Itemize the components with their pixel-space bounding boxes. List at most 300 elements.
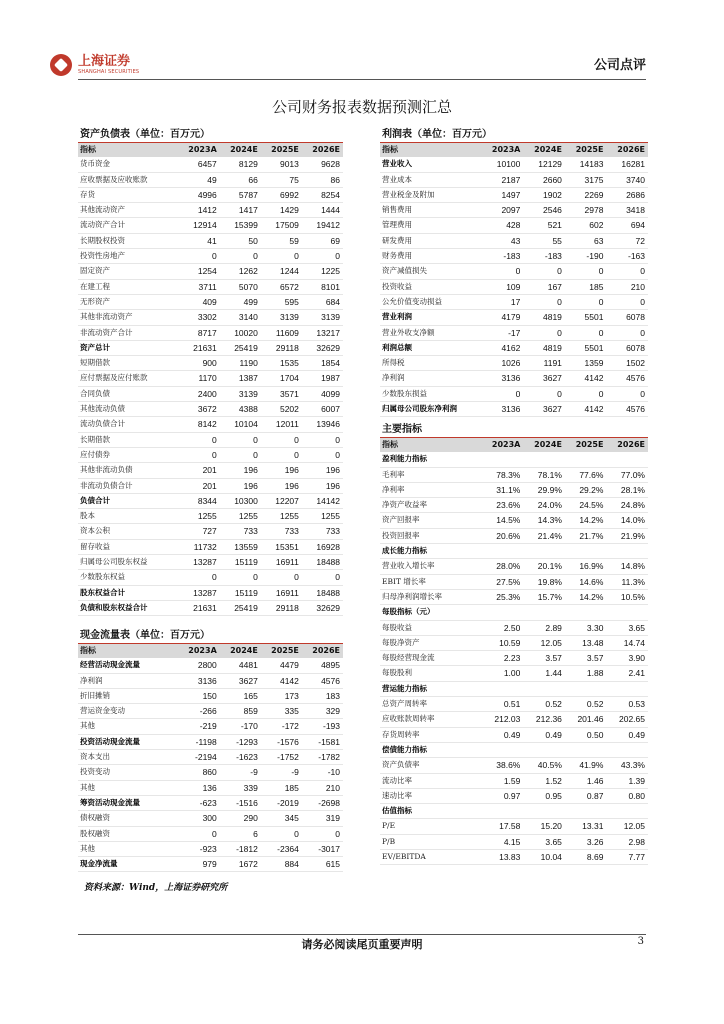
cell-value: 1244 <box>261 264 302 279</box>
table-row <box>380 589 648 604</box>
row-label: 公允价值变动损益 <box>380 294 482 309</box>
cell-value: 18488 <box>302 555 343 570</box>
cell-value: 8129 <box>220 157 261 172</box>
cell-value: 78.3% <box>482 467 524 482</box>
cell-value: 0 <box>482 386 524 401</box>
cell-value: 0 <box>261 826 302 841</box>
cell-value <box>565 681 607 696</box>
cell-value: 12.05 <box>606 819 648 834</box>
cell-value: 8101 <box>302 279 343 294</box>
cell-value: -2194 <box>179 750 220 765</box>
cell-value: 43 <box>482 233 524 248</box>
cell-value: 10100 <box>482 157 524 172</box>
cell-value: -172 <box>261 719 302 734</box>
cell-value: 11609 <box>261 325 302 340</box>
cell-value: 14.0% <box>606 513 648 528</box>
cell-value: -9 <box>261 765 302 780</box>
row-label: 短期借款 <box>78 356 179 371</box>
cell-value: 3711 <box>179 279 220 294</box>
row-label: 净利润 <box>380 371 482 386</box>
cell-value: 1170 <box>179 371 220 386</box>
cell-value: -266 <box>179 704 220 719</box>
cell-value: 3136 <box>482 371 524 386</box>
balance-sheet-table <box>78 143 343 616</box>
cell-value: 196 <box>302 478 343 493</box>
row-label: 资本公积 <box>78 524 179 539</box>
cell-value <box>482 605 524 620</box>
table-row <box>380 218 648 233</box>
cell-value: -623 <box>179 795 220 810</box>
cell-value: 4576 <box>606 371 648 386</box>
table-row <box>78 417 343 432</box>
table-row <box>380 773 648 788</box>
cell-value: 3.90 <box>606 651 648 666</box>
cell-value: 339 <box>220 780 261 795</box>
cell-value: -1516 <box>220 795 261 810</box>
cell-value: 21.7% <box>565 528 607 543</box>
row-label: 存货 <box>78 187 179 202</box>
table-row <box>380 697 648 712</box>
cell-value: 4895 <box>302 658 343 673</box>
table-row <box>380 386 648 401</box>
cell-value: 0 <box>179 826 220 841</box>
cell-value: 3302 <box>179 310 220 325</box>
cell-value: 4819 <box>523 310 565 325</box>
cell-value: 0 <box>179 249 220 264</box>
cell-value: 4142 <box>261 673 302 688</box>
cell-value: 3571 <box>261 386 302 401</box>
cell-value: 5501 <box>565 310 607 325</box>
cell-value: 1026 <box>482 356 524 371</box>
cell-value: 14.2% <box>565 589 607 604</box>
cell-value: 615 <box>302 857 343 872</box>
table-row <box>380 651 648 666</box>
cell-value: 329 <box>302 704 343 719</box>
cell-value: 29118 <box>261 600 302 615</box>
cell-value: 6457 <box>179 157 220 172</box>
cell-value: 1255 <box>261 509 302 524</box>
cell-value: 14.2% <box>565 513 607 528</box>
cell-value: 7.77 <box>606 850 648 865</box>
cell-value: 4481 <box>220 658 261 673</box>
cell-value: 8344 <box>179 493 220 508</box>
row-label: 应付票据及应付账款 <box>78 371 179 386</box>
table-row <box>78 340 343 355</box>
cell-value <box>565 544 607 559</box>
cell-value <box>523 605 565 620</box>
table-row <box>380 467 648 482</box>
cell-value: 24.5% <box>565 498 607 513</box>
income-statement-table <box>380 143 648 417</box>
row-label: 投资收益 <box>380 279 482 294</box>
cell-value: 14.3% <box>523 513 565 528</box>
cell-value: 0 <box>302 570 343 585</box>
cell-value: -190 <box>565 249 607 264</box>
table-row <box>78 795 343 810</box>
cell-value: -1198 <box>179 734 220 749</box>
row-label: 股本 <box>78 509 179 524</box>
header-divider <box>78 79 646 80</box>
cell-value: 49 <box>179 172 220 187</box>
cell-value: 13287 <box>179 555 220 570</box>
cell-value: 72 <box>606 233 648 248</box>
key-indicators-title: 主要指标 <box>380 423 648 438</box>
row-label: 财务费用 <box>380 249 482 264</box>
cashflow-title: 现金流量表（单位：百万元） <box>78 629 343 644</box>
cell-value <box>565 742 607 757</box>
table-row <box>380 834 648 849</box>
cell-value: 900 <box>179 356 220 371</box>
cell-value: 12207 <box>261 493 302 508</box>
cell-value: 0.49 <box>523 727 565 742</box>
column-header-indicator: 指标 <box>78 143 179 157</box>
table-row <box>380 294 648 309</box>
cell-value: 1190 <box>220 356 261 371</box>
cell-value: 0 <box>606 264 648 279</box>
row-label: EV/EBITDA <box>380 850 482 865</box>
cell-value: 66 <box>220 172 261 187</box>
cell-value: 859 <box>220 704 261 719</box>
income-statement-title: 利润表（单位：百万元） <box>380 128 648 143</box>
cell-value: 63 <box>565 233 607 248</box>
cell-value: 1.52 <box>523 773 565 788</box>
cell-value: 884 <box>261 857 302 872</box>
cell-value: 5501 <box>565 340 607 355</box>
table-row <box>380 605 648 620</box>
cell-value: 1.88 <box>565 666 607 681</box>
table-row <box>380 402 648 417</box>
table-row <box>380 544 648 559</box>
table-row <box>78 673 343 688</box>
cell-value: 3672 <box>179 402 220 417</box>
row-label: 每股净资产 <box>380 635 482 650</box>
row-label: 其他非流动资产 <box>78 310 179 325</box>
cell-value: 17.58 <box>482 819 524 834</box>
cell-value: 21.9% <box>606 528 648 543</box>
cell-value: 25419 <box>220 600 261 615</box>
row-label: EBIT 增长率 <box>380 574 482 589</box>
column-header-year: 2023A <box>179 143 220 157</box>
table-row <box>78 765 343 780</box>
disclaimer-notice: 请务必阅读尾页重要声明 <box>301 938 423 951</box>
cell-value: 4996 <box>179 187 220 202</box>
cell-value: -2698 <box>302 795 343 810</box>
cell-value <box>606 544 648 559</box>
column-header-year: 2024E <box>523 438 565 452</box>
table-row <box>380 279 648 294</box>
cell-value: 2187 <box>482 172 524 187</box>
row-label: 资产负债率 <box>380 758 482 773</box>
company-logo <box>50 54 139 76</box>
cell-value: 21631 <box>179 340 220 355</box>
cell-value: 290 <box>220 811 261 826</box>
cell-value: -170 <box>220 719 261 734</box>
table-row <box>78 539 343 554</box>
cell-value: 0 <box>523 386 565 401</box>
table-row <box>78 841 343 856</box>
cell-value: 109 <box>482 279 524 294</box>
balance-sheet-section <box>78 128 343 616</box>
row-label: 资产减值损失 <box>380 264 482 279</box>
cell-value: 5787 <box>220 187 261 202</box>
column-header-year: 2024E <box>220 143 261 157</box>
cell-value: 28.1% <box>606 482 648 497</box>
row-label: 每股指标（元） <box>380 605 482 620</box>
cell-value: 733 <box>261 524 302 539</box>
cell-value: 0 <box>302 447 343 462</box>
cell-value: 0 <box>565 386 607 401</box>
cell-value: 8254 <box>302 187 343 202</box>
table-row <box>78 172 343 187</box>
cell-value <box>565 804 607 819</box>
cell-value: 16911 <box>261 585 302 600</box>
cell-value: 1.00 <box>482 666 524 681</box>
table-row <box>78 811 343 826</box>
table-row <box>78 310 343 325</box>
table-row <box>78 233 343 248</box>
cell-value: 2.89 <box>523 620 565 635</box>
cell-value: 4479 <box>261 658 302 673</box>
cell-value: 6007 <box>302 402 343 417</box>
row-label: 非流动资产合计 <box>78 325 179 340</box>
table-row <box>380 850 648 865</box>
cell-value: -163 <box>606 249 648 264</box>
cell-value: 6 <box>220 826 261 841</box>
cell-value: 40.5% <box>523 758 565 773</box>
table-row <box>380 742 648 757</box>
cell-value: 0.52 <box>523 697 565 712</box>
table-row <box>78 585 343 600</box>
table-row <box>380 264 648 279</box>
cell-value: 196 <box>261 478 302 493</box>
cell-value: 860 <box>179 765 220 780</box>
table-row <box>78 294 343 309</box>
cell-value: 499 <box>220 294 261 309</box>
cell-value: 4576 <box>606 402 648 417</box>
row-label: 净利润 <box>78 673 179 688</box>
cell-value: 1704 <box>261 371 302 386</box>
cell-value: -1782 <box>302 750 343 765</box>
table-row <box>380 513 648 528</box>
page-number: 3 <box>637 936 644 947</box>
cell-value: 0 <box>606 294 648 309</box>
row-label: 归母净利润增长率 <box>380 589 482 604</box>
cell-value: 12914 <box>179 218 220 233</box>
cell-value: 1255 <box>302 509 343 524</box>
cell-value: 595 <box>261 294 302 309</box>
cell-value: 1387 <box>220 371 261 386</box>
row-label: 折旧摊销 <box>78 688 179 703</box>
cell-value: 3.57 <box>565 651 607 666</box>
cell-value <box>606 452 648 467</box>
cell-value: 25419 <box>220 340 261 355</box>
row-label: 流动比率 <box>380 773 482 788</box>
row-label: 应付债券 <box>78 447 179 462</box>
row-label: 其他流动资产 <box>78 203 179 218</box>
table-header-row <box>78 644 343 658</box>
cell-value: 13.48 <box>565 635 607 650</box>
cell-value: 13287 <box>179 585 220 600</box>
table-row <box>78 432 343 447</box>
table-row <box>380 620 648 635</box>
cell-value: 0 <box>523 325 565 340</box>
cell-value: 14.74 <box>606 635 648 650</box>
table-row <box>380 666 648 681</box>
row-label: 留存收益 <box>78 539 179 554</box>
cell-value: 409 <box>179 294 220 309</box>
cell-value: 41.9% <box>565 758 607 773</box>
cell-value: 25.3% <box>482 589 524 604</box>
cell-value: 31.1% <box>482 482 524 497</box>
cell-value: 4099 <box>302 386 343 401</box>
cell-value: 21.4% <box>523 528 565 543</box>
cell-value: 1254 <box>179 264 220 279</box>
table-row <box>380 482 648 497</box>
cell-value <box>523 742 565 757</box>
cell-value: 2400 <box>179 386 220 401</box>
table-row <box>78 447 343 462</box>
table-row <box>380 559 648 574</box>
row-label: 盈利能力指标 <box>380 452 482 467</box>
table-row <box>78 478 343 493</box>
row-label: 其他非流动负债 <box>78 463 179 478</box>
cell-value: 196 <box>261 463 302 478</box>
column-header-year: 2026E <box>302 644 343 658</box>
cell-value <box>606 681 648 696</box>
cell-value: 3418 <box>606 203 648 218</box>
row-label: 总资产周转率 <box>380 697 482 712</box>
cell-value: 201 <box>179 463 220 478</box>
cell-value: 1535 <box>261 356 302 371</box>
row-label: 所得税 <box>380 356 482 371</box>
cell-value: -923 <box>179 841 220 856</box>
cell-value: 212.36 <box>523 712 565 727</box>
report-type: 公司点评 <box>593 58 646 73</box>
cell-value: 0.49 <box>482 727 524 742</box>
cell-value: 0 <box>261 447 302 462</box>
key-indicators-table <box>380 438 648 865</box>
cashflow-table <box>78 644 343 872</box>
cell-value: 77.0% <box>606 467 648 482</box>
cell-value: 75 <box>261 172 302 187</box>
cell-value: 0 <box>606 325 648 340</box>
row-label: 负债合计 <box>78 493 179 508</box>
column-header-indicator: 指标 <box>78 644 179 658</box>
cell-value <box>606 742 648 757</box>
row-label: 营运资金变动 <box>78 704 179 719</box>
cell-value: 0 <box>302 826 343 841</box>
cell-value: -1752 <box>261 750 302 765</box>
logo-icon <box>50 54 72 76</box>
column-header-year: 2025E <box>565 438 607 452</box>
cell-value: 428 <box>482 218 524 233</box>
cell-value <box>523 804 565 819</box>
cell-value: 2269 <box>565 187 607 202</box>
cell-value: 0 <box>220 249 261 264</box>
cell-value: 183 <box>302 688 343 703</box>
row-label: 经营活动现金流量 <box>78 658 179 673</box>
cell-value: 0 <box>523 294 565 309</box>
cell-value: 0 <box>261 249 302 264</box>
row-label: 应收票据及应收账款 <box>78 172 179 187</box>
column-header-year: 2025E <box>261 644 302 658</box>
cell-value: 1.39 <box>606 773 648 788</box>
column-header-year: 2026E <box>302 143 343 157</box>
cell-value: 684 <box>302 294 343 309</box>
row-label: 净资产收益率 <box>380 498 482 513</box>
table-row <box>380 325 648 340</box>
cell-value: 1.46 <box>565 773 607 788</box>
row-label: 应收账款周转率 <box>380 712 482 727</box>
cell-value: 1987 <box>302 371 343 386</box>
cell-value: 8.69 <box>565 850 607 865</box>
cell-value: 13.83 <box>482 850 524 865</box>
cell-value: 212.03 <box>482 712 524 727</box>
cell-value: -1623 <box>220 750 261 765</box>
row-label: 无形资产 <box>78 294 179 309</box>
cell-value <box>523 544 565 559</box>
row-label: 固定资产 <box>78 264 179 279</box>
cell-value: 17509 <box>261 218 302 233</box>
cell-value: 727 <box>179 524 220 539</box>
cell-value: -183 <box>523 249 565 264</box>
cell-value: 29.9% <box>523 482 565 497</box>
cell-value: 0 <box>220 432 261 447</box>
cell-value: 8142 <box>179 417 220 432</box>
table-row <box>380 203 648 218</box>
cell-value: 4142 <box>565 371 607 386</box>
row-label: 股权融资 <box>78 826 179 841</box>
cell-value: 1225 <box>302 264 343 279</box>
table-row <box>380 249 648 264</box>
cell-value: 2.50 <box>482 620 524 635</box>
cell-value: 78.1% <box>523 467 565 482</box>
cell-value: 10104 <box>220 417 261 432</box>
table-row <box>380 498 648 513</box>
cell-value: 0 <box>565 264 607 279</box>
cell-value: 1672 <box>220 857 261 872</box>
table-row <box>78 371 343 386</box>
table-row <box>78 570 343 585</box>
cell-value: 50 <box>220 233 261 248</box>
cell-value: 0.51 <box>482 697 524 712</box>
cell-value: 202.65 <box>606 712 648 727</box>
row-label: 净利率 <box>380 482 482 497</box>
cell-value: 59 <box>261 233 302 248</box>
cell-value: 86 <box>302 172 343 187</box>
cell-value: 24.8% <box>606 498 648 513</box>
column-header-year: 2025E <box>261 143 302 157</box>
cell-value: 4819 <box>523 340 565 355</box>
cell-value: 17 <box>482 294 524 309</box>
cell-value <box>482 544 524 559</box>
cell-value: 29118 <box>261 340 302 355</box>
cell-value: 15399 <box>220 218 261 233</box>
cell-value: 0.52 <box>565 697 607 712</box>
cell-value <box>606 605 648 620</box>
row-label: 其他 <box>78 780 179 795</box>
cell-value: 1429 <box>261 203 302 218</box>
column-header-year: 2026E <box>606 438 648 452</box>
cell-value: 196 <box>220 463 261 478</box>
table-row <box>78 555 343 570</box>
cell-value <box>606 804 648 819</box>
table-header-row <box>78 143 343 157</box>
cell-value: 12011 <box>261 417 302 432</box>
cell-value: 165 <box>220 688 261 703</box>
page-title: 公司财务报表数据预测汇总 <box>271 98 452 116</box>
cell-value: 20.1% <box>523 559 565 574</box>
